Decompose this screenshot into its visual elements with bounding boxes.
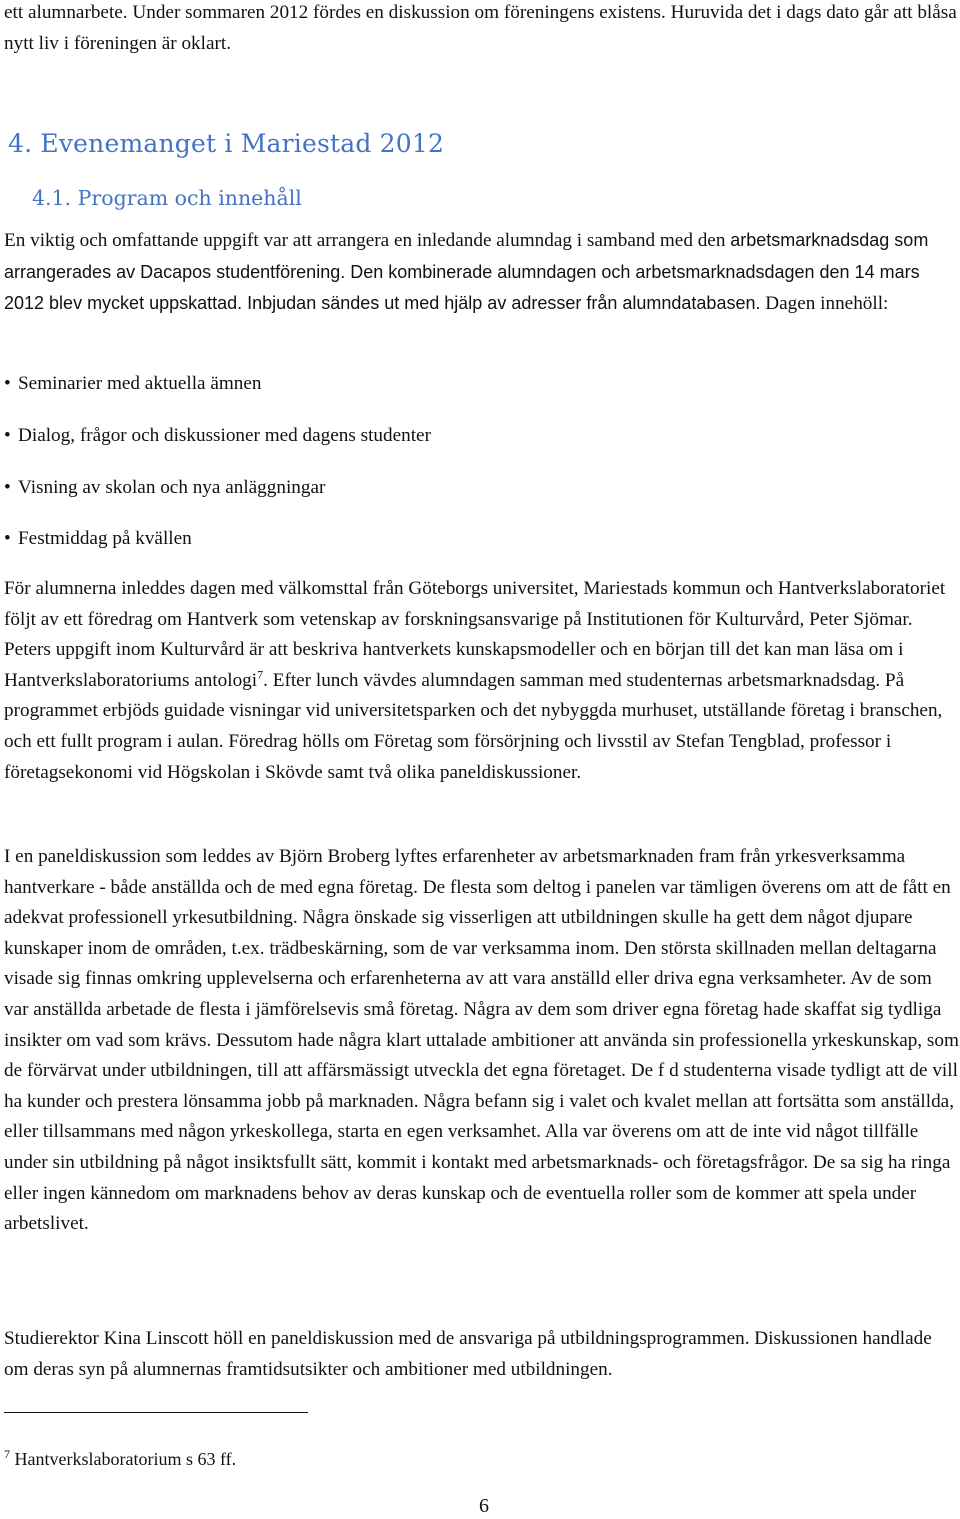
subsection-heading: 4.1. Program och innehåll: [32, 186, 302, 210]
footnote-number: 7: [4, 1447, 10, 1461]
bullet-icon: •: [4, 528, 11, 549]
list-item: • Festmiddag på kvällen: [4, 526, 192, 552]
bullet-icon: •: [4, 373, 11, 394]
list-item: • Seminarier med aktuella ämnen: [4, 371, 261, 397]
program-paragraph-part-2: arbetsmarknadsdag som arrangerades av Dacapos studentförening. Den kombinerade alumndagen och arbetsmarknadsdagen den 14 mars 2012 blev mycket uppskattad. Inbjudan sändes ut med hjälp av adresser från alumndatabasen.: [4, 230, 929, 314]
section-heading: 4. Evenemanget i Mariestad 2012: [8, 129, 445, 158]
footnote-reference[interactable]: 7: [257, 667, 264, 682]
footnote-text: Hantverkslaboratorium s 63 ff.: [10, 1449, 237, 1469]
panel-discussion-paragraph: I en paneldiskussion som leddes av Björn Broberg lyftes erfarenheter av arbetsmarknaden fram från yrkesverksamma hantverkare - både anställda och de med egna företag. De flesta som deltog i panelen var tämligen överens om att de fått en adekvat professionell yrkesutbildning. Några önskade sig visserligen att utbildningen skulle ha gett dem något djupare kunskaper inom de områden, t.ex. trädbeskärning, som de var verksamma inom. Den största skillnaden mellan deltagarna visade sig finnas omkring upplevelserna och erfarenheterna av att vara anställd eller driva egna verksamheter. Av de som var anställda arbetade de flesta i jämförelsevis små företag. Några av dem som driver egna företag hade skaffat sig tydliga insikter om vad som krävs. Dessutom hade några klart uttalade ambitioner att använda sin professionella yrkeskunskap, som de förvärvat under utbildningen, till att affärsmässigt utveckla det egna företaget. De f d studenterna visade tydligt att de vill ha kunder och prestera lönsamma jobb på marknaden. Några befann sig i valet och kvalet mellan att fortsätta som anställda, eller tillsammans med någon yrkeskollega, starta en egen verksamhet. Alla var överens om att de inte vid något tillfälle under sin utbildning på något insiktsfullt sätt, kommit i kontakt med arbetsmarknads- och företagsfrågor. De sa sig ha ringa eller ingen kännedom om marknadens behov av deras kunskap och de eventuella roller som de kommer att spela under arbetslivet.: [4, 846, 959, 1235]
footnote-divider: [4, 1412, 308, 1413]
list-item: • Visning av skolan och nya anläggningar: [4, 475, 325, 501]
intro-paragraph: ett alumnarbete. Under sommaren 2012 fördes en diskussion om föreningens existens. Huruvida det i dags dato går att blåsa nytt liv i föreningen är oklart.: [4, 2, 957, 54]
bullet-icon: •: [4, 477, 11, 498]
list-item: • Dialog, frågor och diskussioner med dagens studenter: [4, 423, 431, 449]
program-paragraph: [4, 225, 959, 320]
program-paragraph-part-1: En viktig och omfattande uppgift var att arrangera en inledande alumndag i samband med den: [4, 230, 731, 251]
alumni-day-paragraph: För alumnerna inleddes dagen med välkomsttal från Göteborgs universitet, Mariestads kommun och Hantverkslaboratoriet följt av ett föredrag om Hantverk som vetenskap av forskningsansvarige på Institutionen för Kulturvård, Peter Sjömar. Peters uppgift inom Kulturvård är att beskriva hantverkets kunskapsmodeller och en början till det kan man läsa om i Hantverkslaboratoriums antologi$^7$. Efter lunch vävdes alumndagen samman med studenternas arbetsmarknadsdag. På programmet erbjöds guidade visningar vid universitetsparken och det nybyggda murhuset, utställande företag i branschen, och ett fullt program i aulan. Föredrag hölls om Företag som försörjning och livsstil av Stefan Tengblad, professor i företagsekonomi vid Högskolan i Skövde samt två olika paneldiskussioner.: [4, 578, 946, 783]
program-paragraph-part-3: Dagen innehöll:: [760, 293, 889, 315]
page-number: 6: [479, 1495, 489, 1517]
footnote: [4, 1447, 236, 1471]
bullet-icon: •: [4, 425, 11, 446]
closing-paragraph: Studierektor Kina Linscott höll en paneldiskussion med de ansvariga på utbildningsprogrammen. Diskussionen handlade om deras syn på alumnernas framtidsutsikter och ambitioner med utbildningen.: [4, 1328, 932, 1380]
